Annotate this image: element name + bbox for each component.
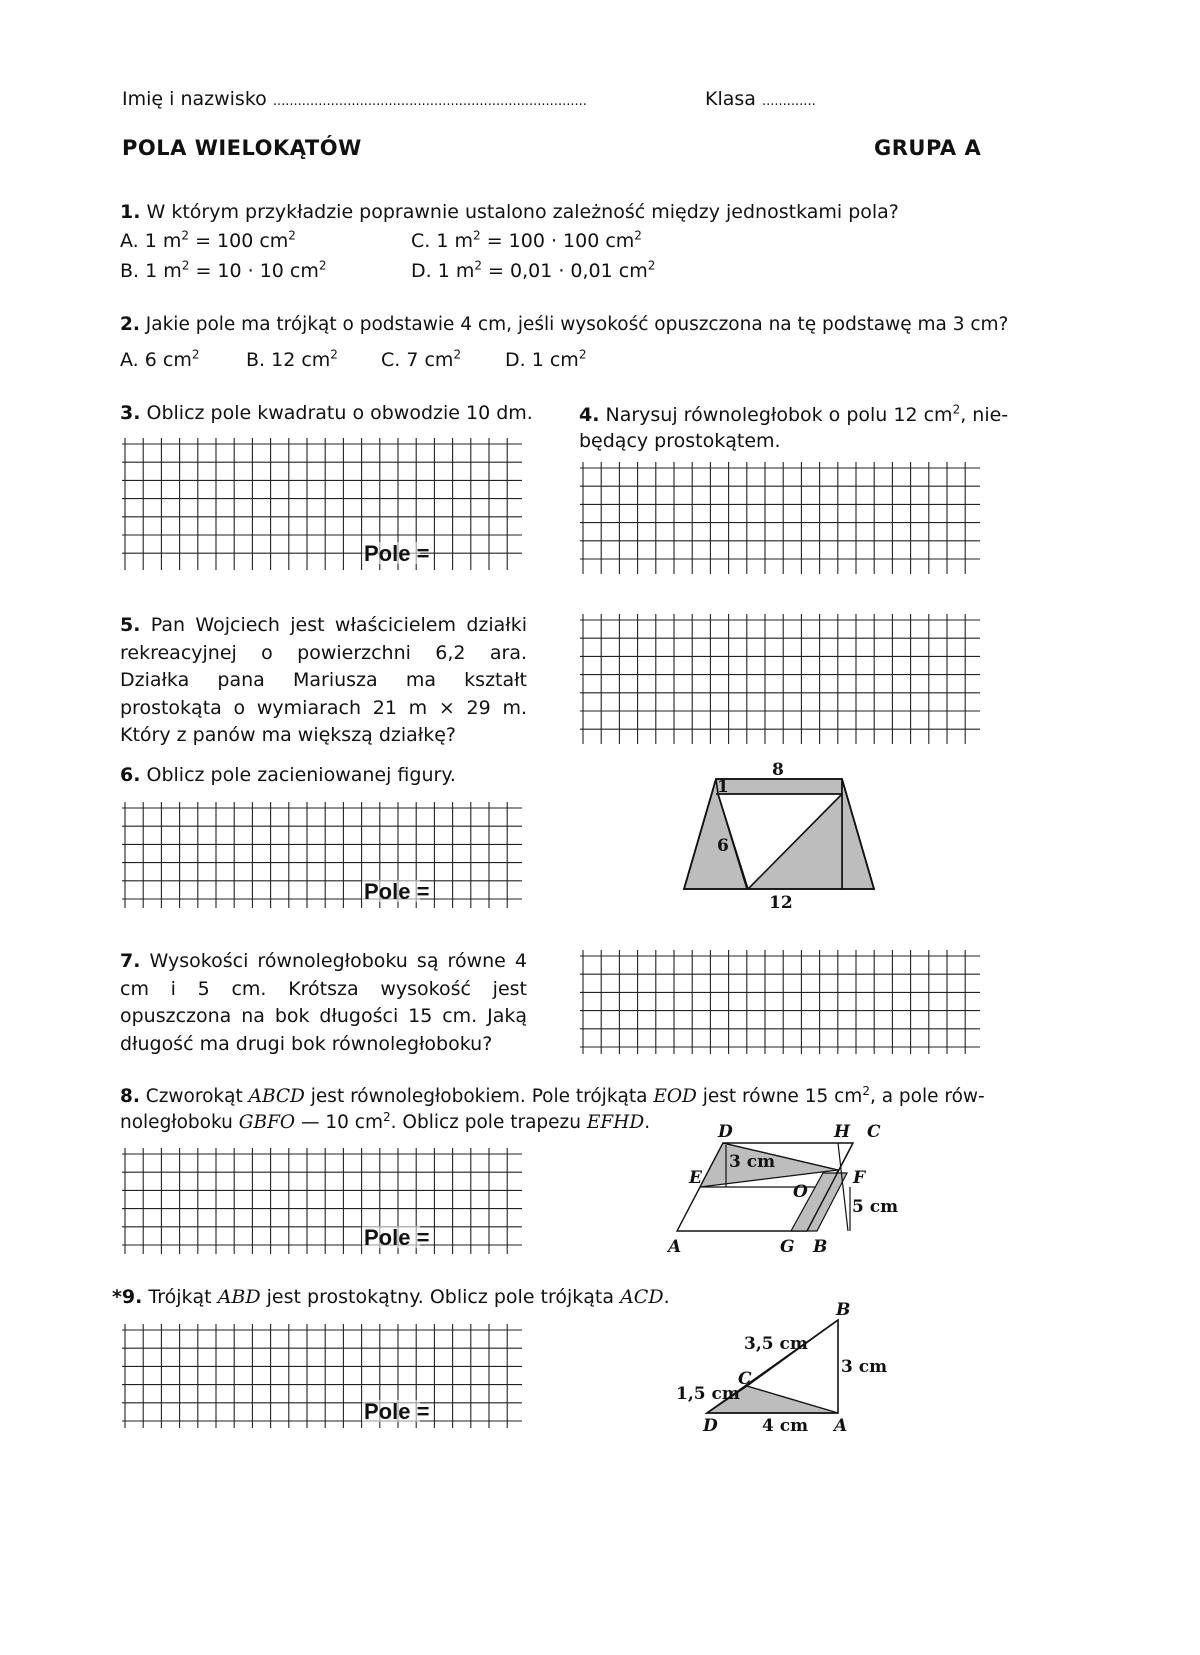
q9-answer-grid[interactable]: [118, 1320, 526, 1432]
q6-top-strip: [716, 779, 842, 794]
q2-option-d[interactable]: D. 1 $cm^2$: [505, 347, 587, 371]
q6-text: 6. Oblicz pole zacieniowanej figury.: [120, 764, 456, 786]
q4-answer-grid[interactable]: [576, 458, 984, 578]
q4-text: 4. Narysuj równoległobok o polu 12 $cm^2$, nie-: [579, 402, 1009, 426]
q9-label-C: C: [738, 1369, 752, 1389]
q6-figure: [670, 756, 890, 916]
q8-label-3cm: 3 cm: [729, 1152, 776, 1172]
q9-label-bc: 3,5 cm: [744, 1334, 808, 1354]
class-field[interactable]: .............: [761, 94, 816, 109]
pole-label: Pole =: [364, 1399, 430, 1424]
pole-label: Pole =: [364, 541, 430, 566]
q5-answer-grid[interactable]: [576, 610, 984, 748]
q7-text: 7. Wysokości równoległoboku są równe 4 cm i 5 cm. Krótsza wysokość jest opuszczona na bok długości 15 cm. Jaką długość ma drugi bok równoległoboku?: [120, 950, 528, 1055]
name-line: Imię i nazwisko ............................................................................: [122, 88, 587, 110]
q8-answer-grid[interactable]: [118, 1144, 526, 1258]
q4-text-cont: będący prostokątem.: [579, 430, 781, 452]
q8-label-5cm: 5 cm: [852, 1197, 899, 1217]
q9-label-dc: 1,5 cm: [676, 1384, 740, 1404]
q9-label-da: 4 cm: [762, 1416, 809, 1436]
q8-label-B: B: [813, 1237, 828, 1257]
q6-middle-triangle: [748, 794, 842, 889]
q6-answer-grid[interactable]: [118, 798, 526, 912]
q9-label-D: D: [703, 1416, 718, 1436]
q3-answer-grid[interactable]: [118, 434, 526, 574]
pole-label: Pole =: [364, 879, 430, 904]
q8-label-A: A: [668, 1237, 682, 1257]
q5-text: 5. Pan Wojciech jest właścicielem działki rekreacyjnej o powierzchni 6,2 ara. Działka pana Mariusza ma kształt prostokąta o wymiarach 21 m × 29 m. Który z panów ma większą działkę?: [120, 614, 527, 746]
class-line: Klasa .............: [705, 88, 816, 110]
q9-figure: [672, 1298, 892, 1438]
q1-option-b[interactable]: B. 1 $m^2 = 10 \cdot 10$ $cm^2$: [120, 258, 327, 282]
pole-label: Pole =: [364, 1225, 430, 1250]
q8-text-cont: noległoboku GBFO — 10 $cm^2$. Oblicz pole trapezu EFHD.: [120, 1109, 651, 1133]
q6-label-top: 8: [772, 760, 784, 780]
q6-label-bottom: 12: [769, 893, 793, 913]
q8-label-F: F: [853, 1168, 866, 1188]
q8-label-C: C: [867, 1122, 881, 1142]
q2-option-a[interactable]: A. 6 $cm^2$: [120, 347, 200, 371]
q8-figure: [660, 1118, 900, 1258]
q9-label-ba: 3 cm: [841, 1357, 888, 1377]
q6-left-shape: [684, 779, 747, 889]
q1-option-a[interactable]: A. 1 $m^2 = 100$ $cm^2$: [120, 228, 296, 252]
group-label: GRUPA A: [874, 136, 982, 160]
q9-text: *9. Trójkąt ABD jest prostokątny. Oblicz pole trójkąta ACD.: [112, 1286, 670, 1308]
q1-option-c[interactable]: C. 1 $m^2 = 100 \cdot 100$ $cm^2$: [411, 228, 642, 252]
q6-label-small: 1: [717, 777, 729, 797]
q2-option-c[interactable]: C. 7 $cm^2$: [381, 347, 462, 371]
q2-option-b[interactable]: B. 12 $cm^2$: [246, 347, 338, 371]
q9-label-A: A: [834, 1416, 848, 1436]
q8-label-D: D: [718, 1122, 733, 1142]
q3-text: 3. Oblicz pole kwadratu o obwodzie 10 dm.: [120, 402, 533, 424]
q1-text: 1. W którym przykładzie poprawnie ustalono zależność między jednostkami pola?: [120, 201, 899, 223]
q6-label-height: 6: [717, 836, 729, 856]
q8-label-H: H: [834, 1122, 851, 1142]
page-title: POLA WIELOKĄTÓW: [122, 136, 362, 160]
name-field[interactable]: ............................................................................: [272, 94, 587, 109]
q8-label-G: G: [780, 1237, 795, 1257]
q7-answer-grid[interactable]: [576, 946, 984, 1058]
q8-label-E: E: [689, 1168, 702, 1188]
q1-option-d[interactable]: D. 1 $m^2 = 0,01 \cdot 0,01$ $cm^2$: [411, 258, 656, 282]
q2-text: 2. Jakie pole ma trójkąt o podstawie 4 cm, jeśli wysokość opuszczona na tę podstawę ma 3 cm?: [120, 314, 1009, 335]
q9-label-B: B: [836, 1300, 851, 1320]
q8-label-O: O: [793, 1182, 808, 1202]
q8-text: 8. Czworokąt ABCD jest równoległobokiem. Pole trójkąta EOD jest równe 15 $cm^2$, a pole rów-: [120, 1083, 985, 1107]
